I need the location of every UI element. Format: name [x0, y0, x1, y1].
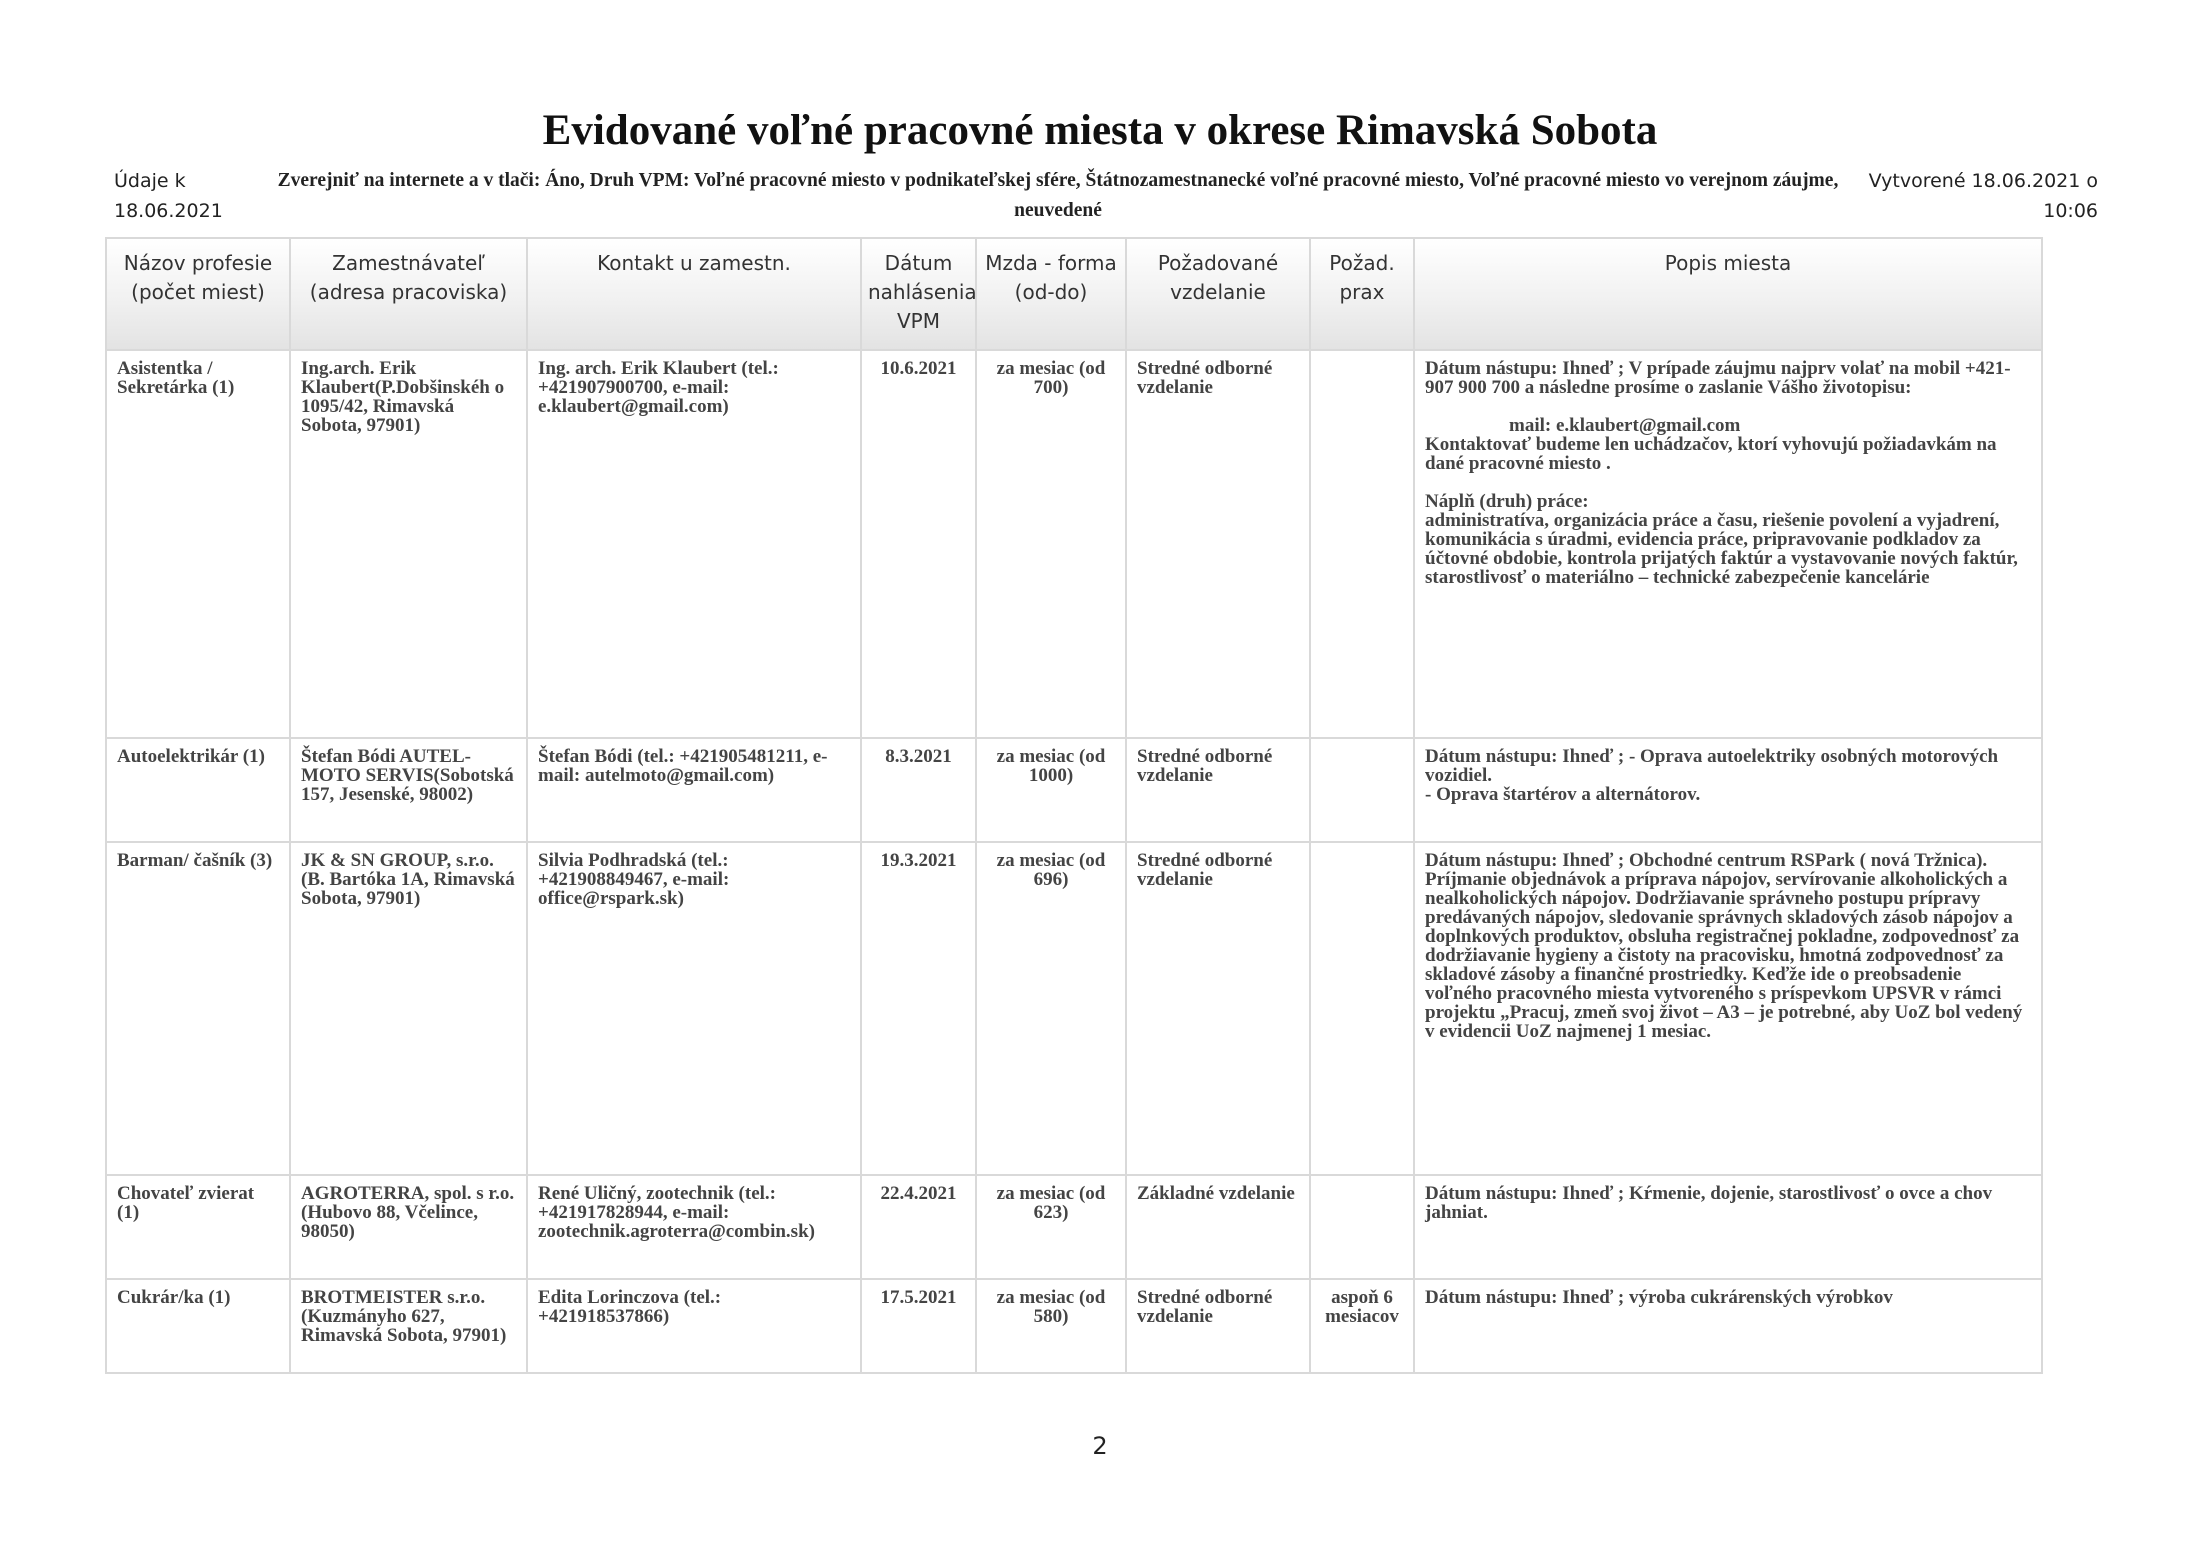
- column-header-education: Požadované vzdelanie: [1126, 238, 1310, 350]
- cell-wage: za mesiac (od 1000): [976, 738, 1126, 842]
- cell-date: 10.6.2021: [861, 350, 976, 738]
- cell-wage: za mesiac (od 696): [976, 842, 1126, 1175]
- data-as-of-label: Údaje k: [114, 170, 186, 192]
- table-row: [106, 842, 2042, 1175]
- cell-practice: [1310, 738, 1414, 842]
- cell-date: 17.5.2021: [861, 1279, 976, 1373]
- column-header-profession: Názov profesie (počet miest): [106, 238, 290, 350]
- description-line: Dátum nástupu: Ihneď ; Obchodné centrum RSPark ( nová Tržnica). Príjmanie objednávok a príprava nápojov, servírovanie alkoholických a nealkoholických nápojov. Dodržiavanie správneho postupu prípravy predávaných nápojov, sledovanie správnych skladových zásob nápojov a doplnkových produktov, obsluha registračnej pokladne, zodpovednosť za dodržiavanie hygieny a čistoty na pracovisku, hmotná zodpovednosť za skladové zásoby a finančné prostriedky. Keďže ide o preobsadenie voľného pracovného miesta vytvoreného s príspevkom UPSVR v rámci projektu „Pracuj, zmeň svoj život – A3 – je potrebné, aby UoZ bol vedený v evidencii UoZ najmenej 1 mesiac.: [1425, 850, 2023, 1042]
- description-line: Dátum nástupu: Ihneď ; výroba cukrárenských výrobkov: [1425, 1287, 1893, 1308]
- cell-contact: René Uličný, zootechnik (tel.: +421917828944, e-mail: zootechnik.agroterra@combin.sk): [527, 1175, 861, 1279]
- column-header-date: Dátum nahlásenia VPM: [861, 238, 976, 350]
- cell-date: 8.3.2021: [861, 738, 976, 842]
- column-header-employer: Zamestnávateľ (adresa pracoviska): [290, 238, 527, 350]
- table-row: [106, 738, 2042, 842]
- description-blank-line: [1425, 397, 2031, 416]
- table-row: [106, 1279, 2042, 1373]
- table-row: [106, 350, 2042, 738]
- description-line: mail: e.klaubert@gmail.com: [1509, 415, 1741, 436]
- cell-profession: Asistentka / Sekretárka (1): [106, 350, 290, 738]
- description-line: - Oprava štartérov a alternátorov.: [1425, 784, 1701, 805]
- cell-description: [1414, 738, 2042, 842]
- description-line: Dátum nástupu: Ihneď ; Kŕmenie, dojenie, starostlivosť o ovce a chov jahniat.: [1425, 1183, 1993, 1223]
- cell-date: 22.4.2021: [861, 1175, 976, 1279]
- cell-description: [1414, 1279, 2042, 1373]
- cell-profession: Autoelektrikár (1): [106, 738, 290, 842]
- column-header-contact: Kontakt u zamestn.: [527, 238, 861, 350]
- data-as-of-date: 18.06.2021: [114, 200, 223, 222]
- cell-wage: za mesiac (od 580): [976, 1279, 1126, 1373]
- description-line: Dátum nástupu: Ihneď ; V prípade záujmu najprv volať na mobil +421- 907 900 700 a následne prosíme o zaslanie Vášho životopisu:: [1425, 358, 2011, 398]
- cell-wage: za mesiac (od 700): [976, 350, 1126, 738]
- vacancies-table: [105, 237, 2043, 1374]
- description-line: Náplň (druh) práce:: [1425, 491, 1589, 512]
- cell-practice: [1310, 1175, 1414, 1279]
- data-as-of: [114, 166, 264, 226]
- cell-contact: Ing. arch. Erik Klaubert (tel.: +421907900700, e-mail: e.klaubert@gmail.com): [527, 350, 861, 738]
- created-date: Vytvorené 18.06.2021 o: [1868, 170, 2098, 192]
- cell-profession: Barman/ čašník (3): [106, 842, 290, 1175]
- description-line: Kontaktovať budeme len uchádzačov, ktorí vyhovujú požiadavkám na dané pracovné miesto .: [1425, 434, 1997, 474]
- created-timestamp: [1868, 166, 2098, 226]
- created-time: 10:06: [2043, 200, 2098, 222]
- cell-employer: AGROTERRA, spol. s r.o.(Hubovo 88, Včelince, 98050): [290, 1175, 527, 1279]
- cell-profession: Chovateľ zvierat (1): [106, 1175, 290, 1279]
- cell-practice: [1310, 350, 1414, 738]
- cell-contact: Silvia Podhradská (tel.: +421908849467, e-mail: office@rspark.sk): [527, 842, 861, 1175]
- cell-description: [1414, 842, 2042, 1175]
- cell-employer: Ing.arch. Erik Klaubert(P.Dobšinskéh o 1095/42, Rimavská Sobota, 97901): [290, 350, 527, 738]
- cell-practice: [1310, 842, 1414, 1175]
- cell-education: Stredné odborné vzdelanie: [1126, 350, 1310, 738]
- cell-education: Stredné odborné vzdelanie: [1126, 1279, 1310, 1373]
- description-line: administratíva, organizácia práce a času, riešenie povolení a vyjadrení, komunikácia s úradmi, evidencia práce, pripravovanie podkladov za účtovné obdobie, kontrola prijatých faktúr a vystavovanie nových faktúr, starostlivosť o materiálno – technické zabezpečenie kancelárie: [1425, 510, 2018, 588]
- cell-employer: Štefan Bódi AUTEL-MOTO SERVIS(Sobotská 157, Jesenské, 98002): [290, 738, 527, 842]
- description-blank-line: [1425, 473, 2031, 492]
- table-header-row: [106, 238, 2042, 350]
- cell-contact: Edita Lorinczova (tel.: +421918537866): [527, 1279, 861, 1373]
- column-header-description: Popis miesta: [1414, 238, 2042, 350]
- cell-employer: JK & SN GROUP, s.r.o.(B. Bartóka 1A, Rimavská Sobota, 97901): [290, 842, 527, 1175]
- page-title: Evidované voľné pracovné miesta v okrese Rimavská Sobota: [542, 107, 1658, 154]
- cell-contact: Štefan Bódi (tel.: +421905481211, e-mail: autelmoto@gmail.com): [527, 738, 861, 842]
- table-row: [106, 1175, 2042, 1279]
- column-header-practice: Požad. prax: [1310, 238, 1414, 350]
- page-number: 2: [1092, 1432, 1108, 1460]
- column-header-wage: Mzda - forma (od-do): [976, 238, 1126, 350]
- cell-wage: za mesiac (od 623): [976, 1175, 1126, 1279]
- cell-description: [1414, 350, 2042, 738]
- cell-description: [1414, 1175, 2042, 1279]
- cell-education: Základné vzdelanie: [1126, 1175, 1310, 1279]
- cell-date: 19.3.2021: [861, 842, 976, 1175]
- cell-education: Stredné odborné vzdelanie: [1126, 842, 1310, 1175]
- cell-practice: aspoň 6 mesiacov: [1310, 1279, 1414, 1373]
- description-line: Dátum nástupu: Ihneď ; - Oprava autoelektriky osobných motorových vozidiel.: [1425, 746, 1999, 786]
- cell-employer: BROTMEISTER s.r.o.(Kuzmányho 627, Rimavská Sobota, 97901): [290, 1279, 527, 1373]
- filter-description: Zverejniť na internete a v tlači: Áno, Druh VPM: Voľné pracovné miesto v podnikateľskej sfére, Štátnozamestnanecké voľné pracovné miesto, Voľné pracovné miesto vo verejnom záujme, neuvedené: [277, 170, 1839, 221]
- cell-education: Stredné odborné vzdelanie: [1126, 738, 1310, 842]
- cell-profession: Cukrár/ka (1): [106, 1279, 290, 1373]
